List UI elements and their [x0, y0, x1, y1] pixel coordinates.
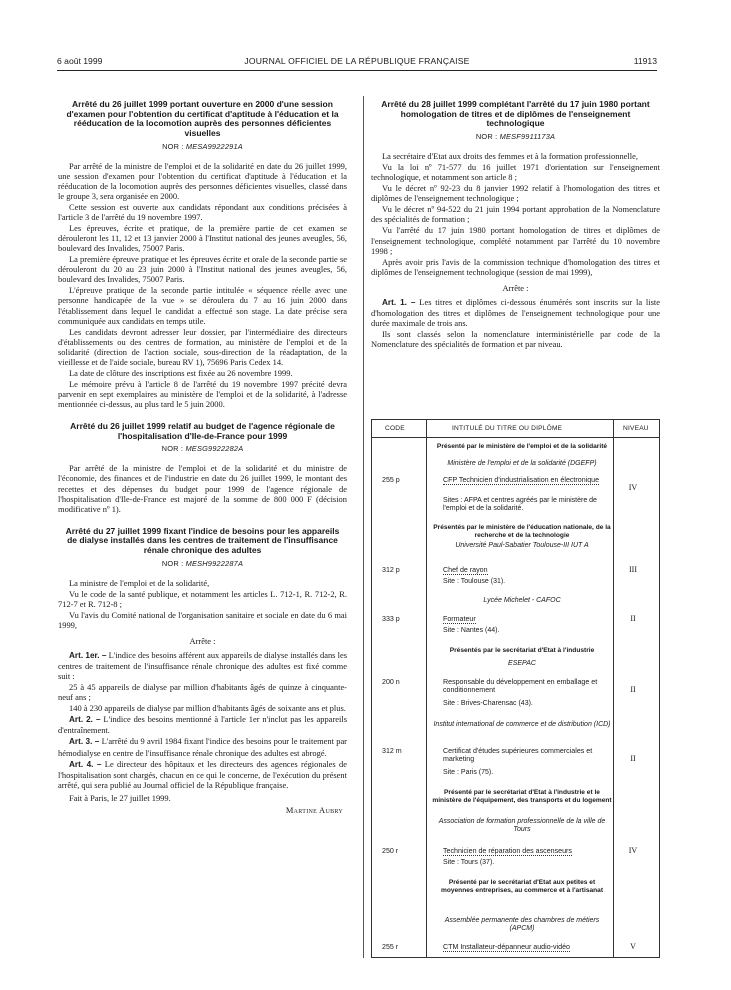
institution: Université Paul-Sabatier Toulouse-III IUT A — [455, 542, 589, 549]
table-header — [372, 420, 659, 438]
paragraph: L'épreuve pratique de la seconde partie intitulée « séquence réelle avec une personne handicapée de la vue » se déroulera du 7 au 16 juin 2000 dans l'établissement dans lequel le candidat a effectué son stage. La date précise sera communiquée aux candidats en temps utile. — [58, 285, 347, 326]
paragraph: 140 à 230 appareils de dialyse par million d'habitants âgés de soixante ans et plus. — [69, 703, 346, 714]
nor-line: NOR : MESA9922291A — [162, 141, 243, 151]
row-code: 255 r — [382, 943, 399, 951]
row-code: 200 n — [382, 678, 400, 686]
paragraph: La ministre de l'emploi et de la solidarité, — [69, 577, 210, 588]
article-3: Art. 3. – L'arrêté du 9 avril 1984 fixant l'indice des besoins pour le traitement par hémodialyse en centre de l'insuffisance rénale chronique des adultes est abrogé. — [58, 736, 347, 758]
nor-code: MESH9922287A — [185, 558, 244, 568]
nor-line: NOR : MESF9911173A — [475, 132, 556, 142]
decree-dialyse — [58, 527, 347, 815]
presenter: Présentés par le secrétariat d'Etat à l'industrie — [449, 647, 595, 654]
row-code: 312 m — [382, 747, 402, 755]
header-rule — [57, 70, 657, 71]
row-level: III — [629, 565, 637, 574]
row-site: Sites : AFPA et centres agréés par le ministère de l'emploi et de la solidarité. — [443, 497, 597, 513]
nor-line: NOR : MESG9922282A — [161, 444, 244, 454]
paragraph: Ils sont classés selon la nomenclature interministérielle par code de la Nomenclature des spécialités de formation et par niveau. — [371, 328, 660, 349]
header-code: CODE — [385, 425, 405, 432]
row-title: Formateur — [443, 615, 476, 623]
paragraph: Vu le décret nº 94-522 du 21 juin 1994 portant approbation de la Nomenclature des spécialités de formation ; — [371, 204, 660, 225]
institution: ESEPAC — [508, 660, 536, 667]
row-level: II — [630, 754, 636, 763]
row-title: Certificat d'études supérieures commerciales et marketing — [443, 747, 593, 764]
right-column — [371, 100, 660, 349]
journal-title: JOURNAL OFFICIEL DE LA RÉPUBLIQUE FRANÇAISE — [244, 56, 470, 66]
row-level: V — [630, 942, 636, 951]
page-header — [57, 56, 657, 70]
arrete-heading: Arrête : — [189, 636, 216, 647]
paragraph: Par arrêté de la ministre de l'emploi et de la solidarité et du ministre de l'économie, des finances et de l'industrie en date du 26 juillet 1999, le montant des recettes et des dépenses du budget pour 1999 de l'agence régionale de l'hospitalisation d'Ile-de-France est majoré de la somme de 800 000 F (décision modificative nº 1). — [58, 463, 347, 514]
article-4: Art. 4. – Le directeur des hôpitaux et les directeurs des agences régionales de l'hospitalisation sont chargés, chacun en ce qui le concerne, de l'exécution du présent arrêté, qui sera publié au Journal officiel de la République française. — [58, 758, 347, 790]
decree-title: Arrêté du 27 juillet 1999 fixant l'indice de besoins pour les appareils de dialyse installés dans les centres de traitement de l'insuffisance rénale chronique des adultes — [65, 525, 340, 556]
row-level: IV — [628, 846, 638, 855]
paragraph: Vu l'arrêté du 17 juin 1980 portant homologation de titres et diplômes de l'enseignement technologique, complété notamment par l'arrêté du 10 novembre 1998 ; — [371, 225, 660, 256]
row-site: Site : Brives-Charensac (43). — [443, 700, 533, 707]
nor-code: MESF9911173A — [499, 132, 556, 142]
page-number: 11913 — [633, 56, 657, 66]
row-title: Technicien de réparation des ascenseurs — [443, 847, 572, 855]
paragraph: Vu l'avis du Comité national de l'organisation sanitaire et sociale en date du 6 mai 1999, — [58, 609, 347, 631]
row-code: 312 p — [382, 566, 400, 574]
header-intitule: INTITULÉ DU TITRE OU DIPLÔME — [452, 425, 563, 432]
paragraph: Vu le décret nº 92-23 du 8 janvier 1992 relatif à l'homologation des titres et diplômes de l'enseignement technologique ; — [371, 183, 660, 204]
article-2: Art. 2. – L'indice des besoins mentionné à l'article 1er n'inclut pas les appareils d'entraînement. — [58, 714, 347, 736]
nor-code: MESA9922291A — [185, 141, 243, 151]
presenter: Présenté par le ministère de l'emploi et de la solidarité — [436, 443, 608, 450]
decree-examen — [58, 100, 347, 409]
paragraph: Vu le code de la santé publique, et notamment les articles L. 712-1, R. 712-2, R. 712-7 et R. 712-8 ; — [58, 588, 347, 609]
paragraph: La date de clôture des inscriptions est fixée au 26 novembre 1999. — [69, 367, 293, 378]
signature: Martine Aubry — [285, 804, 343, 815]
decree-title: Arrêté du 26 juillet 1999 portant ouverture en 2000 d'une session d'examen pour l'obtention du certificat d'aptitude à l'éducation et la rééducation de la locomotion auprès des personnes déficientes visuelles — [66, 99, 339, 139]
institution: Association de formation professionnelle de la ville de Tours — [438, 818, 606, 834]
arrete-heading: Arrête : — [502, 282, 529, 293]
row-title: Chef de rayon — [443, 566, 488, 574]
institution: Assemblée permanente des chambres de métiers (APCM) — [444, 917, 600, 933]
decree-budget — [58, 422, 347, 514]
paragraph: Le mémoire prévu à l'article 8 de l'arrêté du 19 novembre 1997 précité devra parvenir en sept exemplaires au ministère de l'emploi et de la solidarité, à l'adresse mentionnée ci-dessus, au plus tard le 5 juin 2000. — [58, 378, 347, 409]
article-1: Art. 1er. – L'indice des besoins afférent aux appareils de dialyse installés dans les centres de traitement de l'insuffisance rénale chronique des adultes est fixé comme suit : — [58, 650, 347, 682]
paragraph: Vu la loi nº 71-577 du 16 juillet 1971 d'orientation sur l'enseignement technologique, et notamment son article 8 ; — [371, 162, 660, 183]
presenter: Présenté par le secrétariat d'Etat aux petites et moyennes entreprises, au commerce et à l'artisanat — [440, 879, 604, 894]
row-code: 255 p — [382, 476, 400, 484]
paragraph: Les épreuves, écrite et pratique, de la première partie de cet examen se dérouleront les 11, 12 et 13 janvier 2000 à l'Institut national des jeunes aveugles, 56, boulevard des Invalides, 75007 Paris. — [58, 223, 347, 254]
row-site: Site : Nantes (44). — [443, 627, 500, 634]
row-code: 250 r — [382, 847, 399, 855]
paragraph: Par arrêté de la ministre de l'emploi et de la solidarité en date du 26 juillet 1999, une session d'examen pour l'obtention du certificat d'aptitude à l'éducation et la rééducation de la locomotion auprès des personnes déficientes visuelles, classé dans le groupe 3, sera organisée en 2000. — [58, 160, 347, 201]
paragraph: Après avoir pris l'avis de la commission technique d'homologation des titres et diplômes de l'enseignement technologique (session de mai 1999), — [371, 256, 660, 277]
nor-line: NOR : MESH9922287A — [161, 558, 244, 568]
header-date: 6 août 1999 — [57, 56, 103, 66]
nor-code: MESG9922282A — [185, 444, 244, 454]
paragraph: Les candidats devront adresser leur dossier, par l'intermédiaire des directeurs d'établissements ou des centres de formation, au ministère de l'emploi et de la solidarité (direction de l'action sociale, sous-direction de la réadaptation, de la vieillesse et de l'aide sociale, bureau RV 1), 75696 Paris Cedex 14. — [58, 326, 347, 367]
row-title: CTM Installateur-dépanneur audio-vidéo — [443, 943, 570, 951]
fait-a-paris: Fait à Paris, le 27 juillet 1999. — [69, 792, 171, 803]
institution: Ministère de l'emploi et de la solidarité (DGEFP) — [447, 460, 597, 467]
paragraph: Cette session est ouverte aux candidats répondant aux conditions précisées à l'article 3 de l'arrêté du 19 novembre 1997. — [58, 202, 347, 223]
row-level: II — [630, 685, 636, 694]
row-code: 333 p — [382, 615, 400, 623]
row-site: Site : Tours (37). — [443, 859, 495, 866]
header-niveau: NIVEAU — [623, 425, 649, 432]
article-1: Art. 1. – Les titres et diplômes ci-dessous énumérés sont inscrits sur la liste d'homologation des titres et diplômes de l'enseignement technologique pour une durée maximale de trois ans. — [371, 296, 660, 328]
paragraph: La secrétaire d'Etat aux droits des femmes et à la formation professionnelle, — [382, 151, 638, 162]
diploma-table — [371, 419, 660, 958]
institution: Lycée Michelet - CAFOC — [483, 597, 561, 604]
left-column — [58, 100, 347, 815]
column-separator — [363, 96, 364, 958]
row-site: Site : Paris (75). — [443, 769, 494, 776]
decree-title: Arrêté du 26 juillet 1999 relatif au budget de l'agence régionale de l'hospitalisation d'Ile-de-France pour 1999 — [70, 420, 335, 441]
paragraph: La première épreuve pratique et les épreuves écrite et orale de la seconde partie se dérouleront du 20 au 23 juin 2000 à l'Institut national des jeunes aveugles, 56, boulevard des Invalides, 75007 Paris. — [58, 254, 347, 285]
presenter: Présenté par le secrétariat d'Etat à l'industrie et le ministère de l'équipement, des transports et du logement — [432, 789, 612, 804]
row-level: IV — [628, 483, 638, 492]
institution: Institut international de commerce et de distribution (ICD) — [433, 721, 611, 728]
row-site: Site : Toulouse (31). — [443, 578, 506, 585]
row-title: CFP Technicien d'industrialisation en électronique — [443, 476, 600, 484]
decree-title: Arrêté du 28 juillet 1999 complétant l'arrêté du 17 juin 1980 portant homologation de titres et de diplômes de l'enseignement technologique — [381, 99, 650, 129]
row-level: II — [630, 614, 636, 623]
paragraph: 25 à 45 appareils de dialyse par million d'habitants âgés de quinze à cinquante-neuf ans ; — [58, 682, 347, 703]
presenter: Présentés par le ministère de l'éducation nationale, de la recherche et de la technologie — [433, 524, 611, 539]
row-title: Responsable du développement en emballage et conditionnement — [443, 678, 598, 695]
